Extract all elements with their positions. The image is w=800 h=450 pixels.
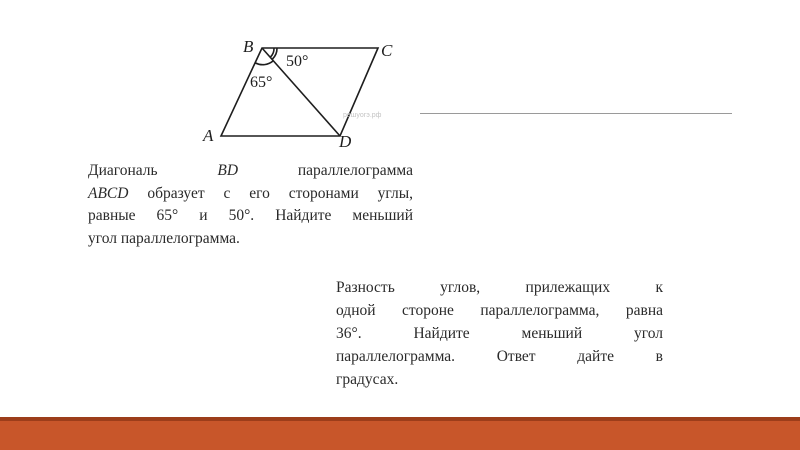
divider-line: [420, 113, 732, 114]
angle-arc-50-inner: [271, 48, 275, 57]
angle-label-65: 65°: [250, 74, 273, 91]
problem-2-text: [336, 276, 663, 391]
vertex-label-d: D: [339, 132, 352, 150]
problem-2-line: 36°. Найдите меньший угол: [336, 325, 663, 342]
angle-label-50: 50°: [286, 53, 309, 70]
angle-arc-65: [256, 61, 274, 65]
problem-2-line: параллелограмма. Ответ дайте в: [336, 348, 663, 365]
footer-bar: [0, 421, 800, 450]
watermark: решуогэ.рф: [343, 112, 382, 119]
problem-2-line: градусах.: [336, 371, 399, 388]
problem-1-line: равные 65° и 50°. Найдите меньший: [88, 207, 413, 224]
problem-2-line: Разность углов, прилежащих к: [336, 279, 663, 296]
parallelogram-figure: [195, 30, 420, 150]
problem-1-line: ABCD образует с его сторонами углы,: [88, 184, 413, 202]
vertex-label-b: B: [243, 37, 254, 56]
problem-2-line: одной стороне параллелограмма, равна: [336, 302, 663, 319]
vertex-label-a: A: [203, 126, 214, 145]
problem-1-text: [88, 160, 413, 250]
problem-1-line: Диагональ BD параллелограмма: [88, 162, 413, 179]
problem-1-line: угол параллелограмма.: [88, 229, 240, 247]
vertex-label-c: C: [381, 41, 393, 60]
